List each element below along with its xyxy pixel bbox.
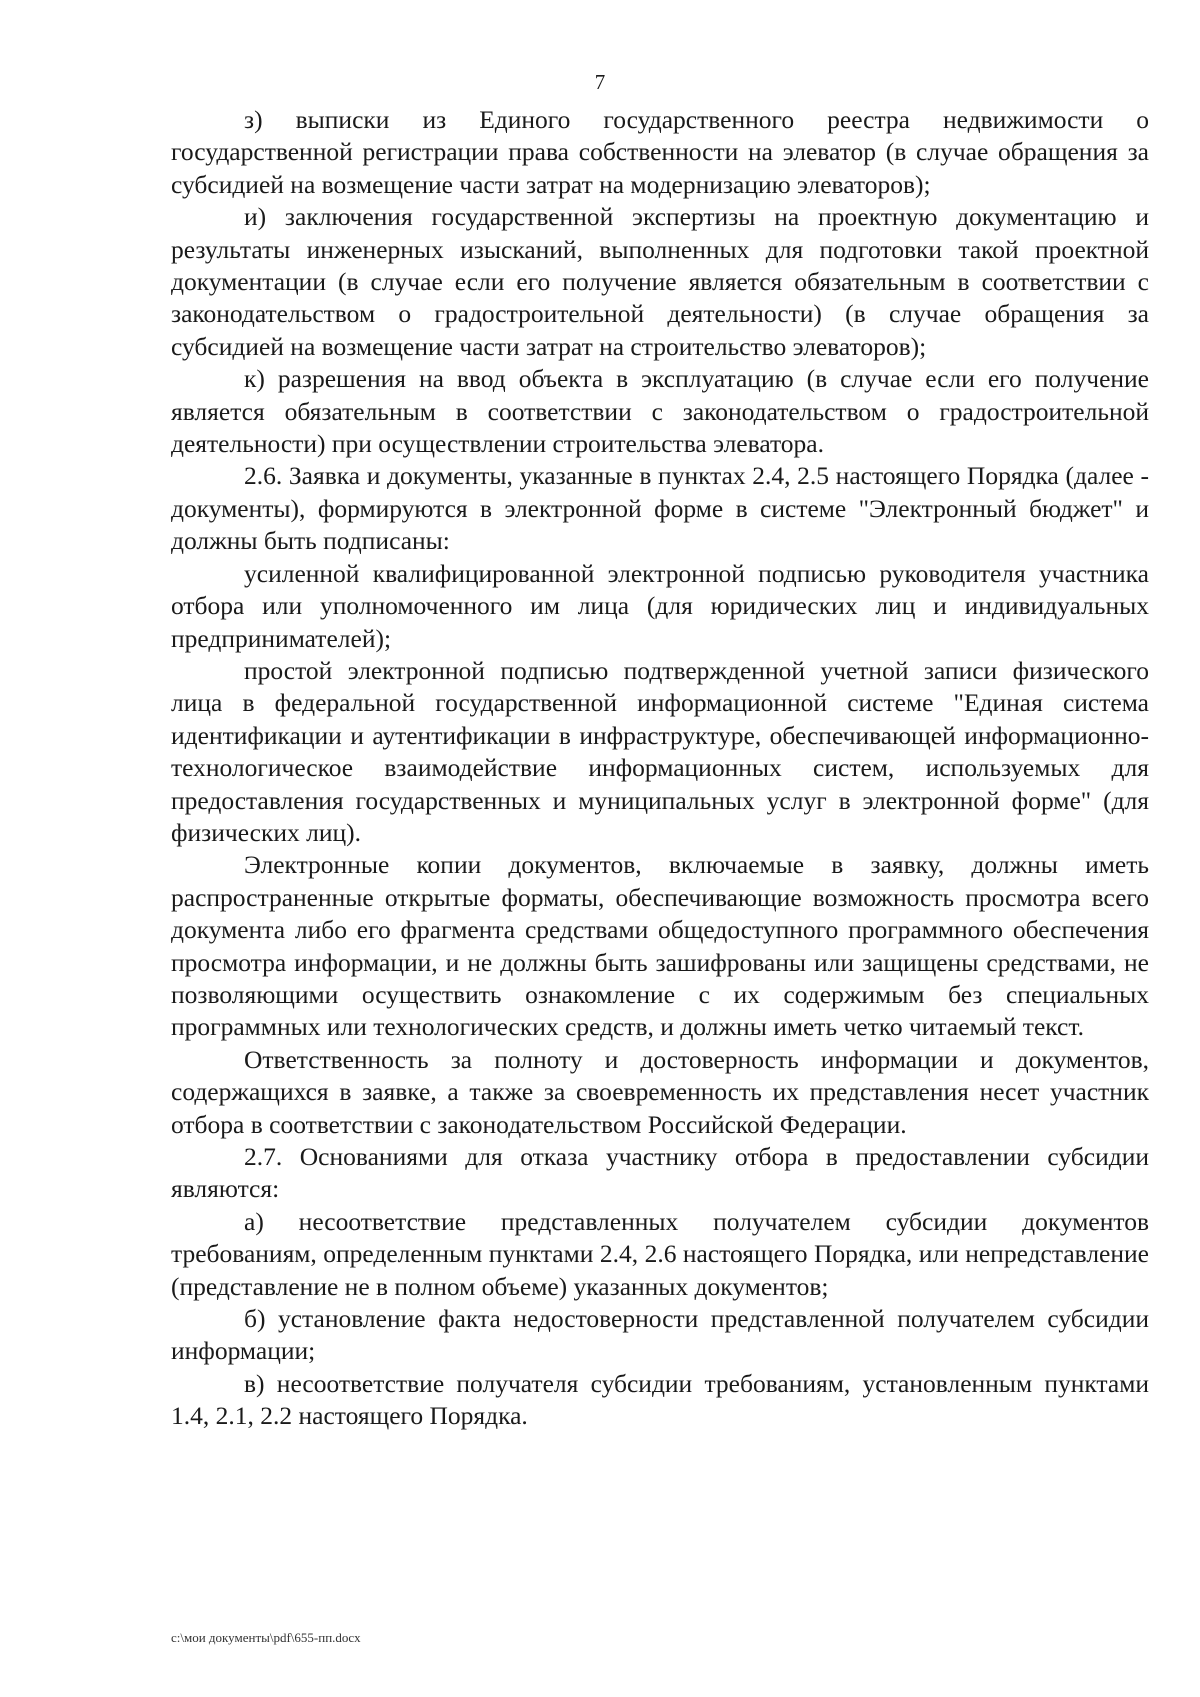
- document-body: [171, 104, 1149, 1433]
- paragraph-2-6-application-signing: 2.6. Заявка и документы, указанные в пунктах 2.4, 2.5 настоящего Порядка (далее - документы), формируются в электронной форме в системе "Электронный бюджет" и должны быть подписаны:: [171, 461, 1149, 556]
- paragraph-v-nonconformity-recipient: в) несоответствие получателя субсидии требованиям, установленным пунктами 1.4, 2.1, 2.2 настоящего Порядка.: [171, 1368, 1149, 1431]
- paragraph-i-state-expertise: и) заключения государственной экспертизы на проектную документацию и результаты инженерных изысканий, выполненных для подготовки такой проектной документации (в случае если его получение является обязательным в соответствии с законодательством о градостроительной деятельности) (в случае обращения за субсидией на возмещение части затрат на строительство элеваторов);: [171, 202, 1149, 361]
- paragraph-k-commissioning-permit: к) разрешения на ввод объекта в эксплуатацию (в случае если его получение является обязательным в соответствии с законодательством о градостроительной деятельности) при осуществлении строительства элеватора.: [171, 364, 1149, 459]
- paragraph-a-nonconformity-documents: а) несоответствие представленных получателем субсидии документов требованиям, определенным пунктами 2.4, 2.6 настоящего Порядка, или непредставление (представление не в полном объеме) указанных документов;: [171, 1206, 1149, 1301]
- paragraph-electronic-copies: Электронные копии документов, включаемые в заявку, должны иметь распространенные открытые форматы, обеспечивающие возможность просмотра всего документа либо его фрагмента средствами общедоступного программного обеспечения просмотра информации, и не должны быть зашифрованы или защищены средствами, не позволяющими осуществить ознакомление с их содержимым без специальных программных или технологических средств, и должны иметь четко читаемый текст.: [171, 850, 1149, 1042]
- page-number: 7: [594, 70, 606, 94]
- paragraph-responsibility: Ответственность за полноту и достоверность информации и документов, содержащихся в заявке, а также за своевременность их представления несет участник отбора в соответствии с законодательством Российской Федерации.: [171, 1044, 1149, 1139]
- paragraph-b-unreliable-information: б) установление факта недостоверности представленной получателем субсидии информации;: [171, 1304, 1149, 1366]
- paragraph-qualified-signature: усиленной квалифицированной электронной подписью руководителя участника отбора или уполномоченного им лица (для юридических лиц и индивидуальных предпринимателей);: [171, 558, 1149, 653]
- footer-file-path: c:\мои документы\pdf\655-пп.docx: [171, 1630, 361, 1645]
- paragraph-z-egrn-extract: з) выписки из Единого государственного реестра недвижимости о государственной регистрации права собственности на элеватор (в случае обращения за субсидией на возмещение части затрат на модернизацию элеваторов);: [171, 105, 1149, 199]
- paragraph-simple-signature: простой электронной подписью подтвержденной учетной записи физического лица в федеральной государственной информационной системе "Единая система идентификации и аутентификации в инфраструктуре, обеспечивающей информационно-технологическое взаимодействие информационных систем, используемых для предоставления государственных и муниципальных услуг в электронной форме" (для физических лиц).: [171, 655, 1149, 847]
- paragraph-2-7-refusal-grounds: 2.7. Основаниями для отказа участнику отбора в предоставлении субсидии являются:: [171, 1142, 1149, 1204]
